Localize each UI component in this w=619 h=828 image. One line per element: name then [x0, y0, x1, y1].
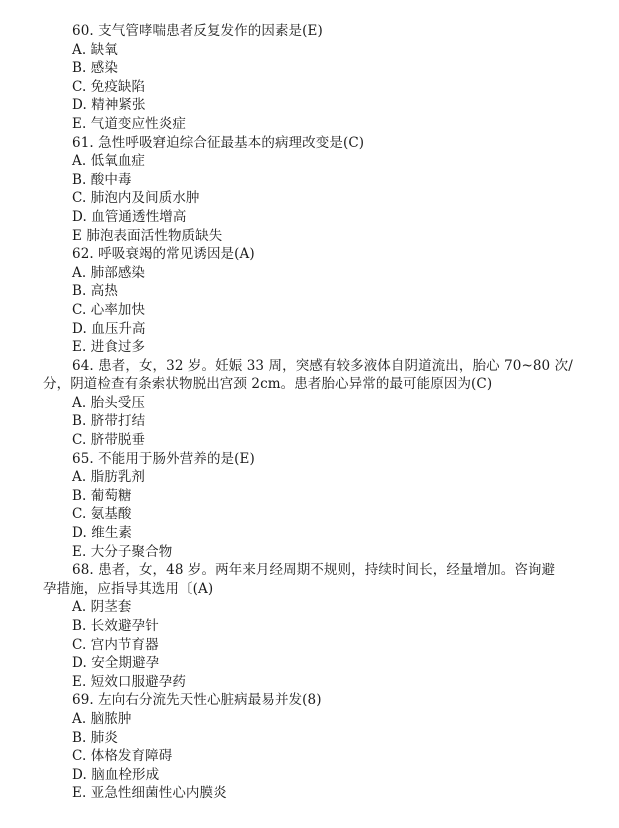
answer-option: E. 气道变应性炎症: [72, 115, 186, 132]
answer-option: C. 免疫缺陷: [72, 78, 146, 95]
answer-option: E 肺泡表面活性物质缺失: [72, 227, 223, 244]
question-block: [0, 561, 619, 691]
answer-option: B. 葡萄糖: [72, 487, 132, 504]
answer-option: C. 脐带脱垂: [72, 432, 146, 449]
question-stem: 69. 左向右分流先天性心脏病最易并发(8): [72, 692, 322, 709]
answer-option: E. 进食过多: [72, 339, 146, 356]
question-stem: 68. 患者，女，48 岁。两年来月经周期不规则，持续时间长，经量增加。咨询避: [72, 562, 556, 579]
answer-option: E. 大分子聚合物: [72, 543, 173, 560]
question-block: [0, 245, 619, 357]
answer-option: D. 脑血栓形成: [72, 766, 160, 783]
answer-option: A. 阴茎套: [72, 599, 132, 616]
answer-option: D. 维生素: [72, 525, 133, 542]
question-stem: 分，阴道检查有条索状物脱出宫颈 2cm。患者胎心异常的最可能原因为(C): [43, 376, 493, 393]
answer-option: B. 肺炎: [72, 729, 119, 746]
answer-option: A. 脂肪乳剂: [72, 469, 146, 486]
answer-option: B. 酸中毒: [72, 171, 132, 188]
question-block: [0, 22, 619, 134]
answer-option: D. 血压升高: [72, 320, 146, 337]
question-block: [0, 691, 619, 803]
answer-option: A. 脑脓肿: [72, 710, 132, 727]
question-block: [0, 134, 619, 246]
question-stem: 65. 不能用于肠外营养的是(E): [72, 450, 255, 467]
answer-option: B. 感染: [72, 60, 119, 77]
answer-option: D. 精神紧张: [72, 97, 146, 114]
question-stem: 61. 急性呼吸窘迫综合征最基本的病理改变是(C): [72, 134, 365, 151]
answer-option: A. 低氧血症: [72, 153, 146, 170]
answer-option: B. 高热: [72, 283, 119, 300]
answer-option: C. 肺泡内及间质水肿: [72, 190, 200, 207]
answer-option: E. 短效口服避孕药: [72, 673, 186, 690]
question-stem: 60. 支气管哮喘患者反复发作的因素是(E): [72, 23, 323, 39]
answer-option: D. 安全期避孕: [72, 655, 160, 672]
question-stem: 64. 患者，女，32 岁。妊娠 33 周，突感有较多液体自阴道流出，胎心 70~80 次/: [72, 357, 573, 374]
answer-option: A. 缺氧: [72, 41, 118, 58]
answer-option: E. 亚急性细菌性心内膜炎: [72, 785, 227, 802]
question-stem: 62. 呼吸衰竭的常见诱因是(A): [72, 246, 255, 263]
question-stem: 孕措施，应指导其选用〔(A): [43, 580, 214, 597]
answer-option: C. 宫内节育器: [72, 636, 159, 653]
answer-option: B. 长效避孕针: [72, 618, 159, 634]
answer-option: A. 肺部感染: [72, 264, 146, 281]
question-block: [0, 357, 619, 450]
question-block: [0, 450, 619, 562]
answer-option: D. 血管通透性增高: [72, 208, 187, 225]
answer-option: C. 氨基酸: [72, 506, 132, 523]
answer-option: C. 体格发育障碍: [72, 748, 173, 765]
answer-option: A. 胎头受压: [72, 394, 146, 411]
answer-option: B. 脐带打结: [72, 413, 146, 430]
answer-option: C. 心率加快: [72, 301, 146, 318]
question-list: [0, 22, 619, 803]
